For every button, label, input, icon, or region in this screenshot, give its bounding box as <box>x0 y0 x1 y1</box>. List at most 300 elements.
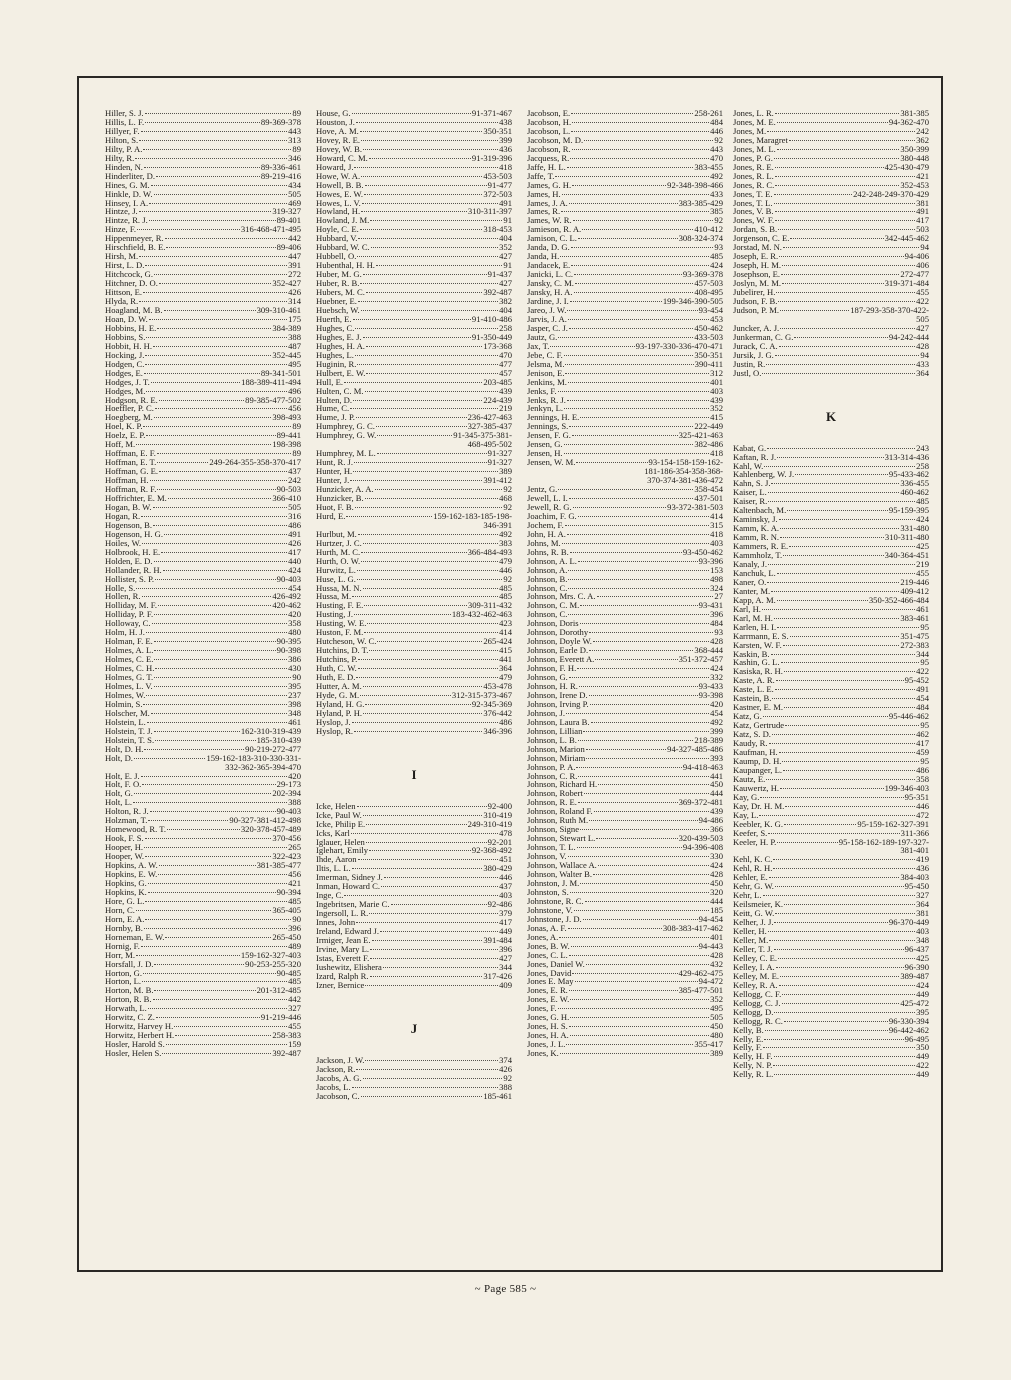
entry-name: Jarvis, J. A. <box>527 313 567 324</box>
entry-name: Kellogg, D. <box>733 1006 774 1017</box>
entry-pages: 162-310-319-439 <box>240 725 301 736</box>
leader-dots <box>775 220 915 221</box>
leader-dots <box>570 892 709 893</box>
entry-name: Kahn, S. J. <box>733 478 771 489</box>
leader-dots <box>363 337 471 338</box>
entry-pages: 472 <box>916 809 929 820</box>
entry-pages: 342-445-462 <box>884 233 929 244</box>
entry-pages: 315 <box>710 519 723 530</box>
entry-name: Kahl, W. <box>733 460 764 471</box>
entry-name: Holstein, L. <box>105 716 146 727</box>
leader-dots <box>574 274 682 275</box>
leader-dots <box>593 641 709 642</box>
entry-name: Keller, M. <box>733 935 769 946</box>
leader-dots <box>157 462 208 463</box>
entry-name: Hollander, R. H. <box>105 564 162 575</box>
entry-pages: 418 <box>710 448 723 459</box>
entry-pages: 491 <box>916 684 929 695</box>
entry-name: Johnson, Stewart L. <box>527 833 596 844</box>
leader-dots <box>783 247 919 248</box>
entry-pages: 389 <box>499 466 512 477</box>
index-entry <box>733 596 929 605</box>
entry-name: Johnson, Ruth M. <box>527 815 589 826</box>
entry-pages: 484 <box>710 618 723 629</box>
entry-pages: 437 <box>288 466 301 477</box>
entry-pages: 94-242-444 <box>888 331 929 342</box>
leader-dots <box>778 958 915 959</box>
leader-dots <box>352 1087 499 1088</box>
entry-pages: 313-314-436 <box>884 451 929 462</box>
leader-dots <box>789 140 915 141</box>
entry-pages: 96-442-462 <box>888 1024 929 1035</box>
leader-dots <box>780 528 899 529</box>
entry-pages: 382 <box>499 296 512 307</box>
leader-dots <box>174 1026 287 1027</box>
entry-pages: 350 <box>916 1042 929 1053</box>
entry-pages: 441 <box>499 654 512 665</box>
entry-pages: 480 <box>288 627 301 638</box>
entry-name: Jursik, J. G. <box>733 349 774 360</box>
entry-name: Jochem, F. <box>527 519 564 530</box>
leader-dots <box>153 507 288 508</box>
entry-pages: 352-445 <box>272 349 301 360</box>
leader-dots <box>564 453 710 454</box>
entry-pages: 381-385 <box>900 108 929 118</box>
leader-dots <box>583 731 709 732</box>
entry-pages: 159-162-183-185-198- <box>433 510 512 521</box>
entry-pages: 376-442 <box>483 707 512 718</box>
entry-name: Hutchins, D. T. <box>316 645 369 656</box>
entry-name: Jandacek, E. <box>527 260 571 271</box>
entry-pages: 443 <box>288 125 301 136</box>
entry-name: Hunter, J. <box>316 475 350 486</box>
entry-name: Hodges, J. T. <box>105 376 150 387</box>
leader-dots <box>574 910 709 911</box>
entry-name: Huston, F. M. <box>316 627 364 638</box>
entry-pages: 366-410 <box>272 492 301 503</box>
leader-dots <box>568 579 709 580</box>
entry-pages: 486 <box>916 764 929 775</box>
entry-name: Hurtzer, J. C. <box>316 537 362 548</box>
leader-dots <box>777 842 837 843</box>
leader-dots <box>784 824 856 825</box>
leader-dots <box>134 793 271 794</box>
leader-dots <box>154 561 288 562</box>
entry-name: Keitt, G. W. <box>733 908 775 919</box>
entry-pages: 327 <box>288 1003 301 1014</box>
entry-pages: 424 <box>710 260 723 271</box>
leader-dots <box>774 194 853 195</box>
entry-name: Kaner, O. <box>733 576 767 587</box>
entry-name: Huebner, E. <box>316 296 357 307</box>
entry-name: Kelher, J. J. <box>733 917 774 928</box>
leader-dots <box>357 570 498 571</box>
entry-pages: 409-412 <box>900 585 929 596</box>
entry-pages: 390-411 <box>694 358 723 369</box>
entry-pages: 398-493 <box>272 412 301 423</box>
leader-dots <box>776 292 915 293</box>
leader-dots <box>361 310 498 311</box>
entry-name: Johnson, P. A. <box>527 761 576 772</box>
leader-dots <box>369 158 471 159</box>
leader-dots <box>589 632 713 633</box>
entry-pages-continued: 370-374-381-436-472 <box>647 475 723 486</box>
entry-pages-continued: 332-362-365-394-470 <box>225 761 301 772</box>
entry-name: Jonas, A. F. <box>527 922 567 933</box>
leader-dots <box>580 829 709 830</box>
entry-name: Janda, H. <box>527 251 560 262</box>
entry-pages: 422 <box>916 666 929 677</box>
entry-pages: 462 <box>916 729 929 740</box>
leader-dots <box>159 865 256 866</box>
leader-dots <box>143 704 287 705</box>
leader-dots <box>769 743 916 744</box>
leader-dots <box>155 408 287 409</box>
entry-pages: 90-503 <box>276 484 301 495</box>
entry-pages: 185-461 <box>483 1090 512 1101</box>
leader-dots <box>769 940 915 941</box>
entry-name: Jones, R. C. <box>733 179 775 190</box>
leader-dots <box>367 623 498 624</box>
entry-pages: 403 <box>916 926 929 937</box>
leader-dots <box>358 659 498 660</box>
leader-dots <box>568 614 709 615</box>
leader-dots <box>164 534 287 535</box>
entry-name: Jones, P. G. <box>733 152 773 163</box>
entry-name: Johnson, C. R. <box>527 770 578 781</box>
leader-dots <box>774 949 904 950</box>
leader-dots <box>575 981 698 982</box>
leader-dots <box>562 194 709 195</box>
entry-name: Holden, E. D. <box>105 555 153 566</box>
entry-name: Icke, Philip E. <box>316 818 366 829</box>
leader-dots <box>777 457 883 458</box>
entry-name: Kamm, K. A. <box>733 523 780 534</box>
entry-name: Hobbins, H. E. <box>105 322 157 333</box>
entry-pages: 350-351 <box>483 125 512 136</box>
leader-dots <box>137 229 240 230</box>
leader-dots <box>780 328 915 329</box>
entry-pages: 449 <box>916 988 929 999</box>
leader-dots <box>151 713 287 714</box>
entry-pages: 89-441 <box>276 430 301 441</box>
entry-name: Kelly, F. <box>733 1042 763 1053</box>
entry-name: Joseph, H. M. <box>733 260 781 271</box>
entry-pages: 92-348-398-466 <box>667 179 723 190</box>
entry-pages: 392-487 <box>272 1048 301 1059</box>
entry-name: Jacobs, A. G. <box>316 1072 362 1083</box>
entry-pages: 417 <box>499 917 512 928</box>
entry-name: Jacobs, L. <box>316 1081 351 1092</box>
entry-pages: 418 <box>499 161 512 172</box>
leader-dots <box>765 1030 888 1031</box>
entry-name: Hintze, R. J. <box>105 215 148 226</box>
entry-pages: 350-399 <box>900 143 929 154</box>
entry-name: Keller, T. J. <box>733 943 773 954</box>
leader-dots <box>564 408 709 409</box>
leader-dots <box>152 623 288 624</box>
entry-pages: 430 <box>288 663 301 674</box>
entry-pages: 470 <box>499 349 512 360</box>
entry-pages: 95 <box>920 621 929 632</box>
entry-name: Humphrey, G. C. <box>316 421 375 432</box>
entry-name: Izard, Ralph R. <box>316 970 369 981</box>
leader-dots <box>568 856 710 857</box>
entry-pages: 410-412 <box>694 224 723 235</box>
entry-pages: 272-383 <box>900 639 929 650</box>
entry-pages: 358 <box>916 773 929 784</box>
entry-name: Johnson, Richard H. <box>527 779 598 790</box>
entry-pages: 459 <box>916 747 929 757</box>
entry-name: Jones, C. L. <box>527 949 568 960</box>
leader-dots <box>167 829 240 830</box>
leader-dots <box>375 489 503 490</box>
entry-name: Hobbins, S. <box>105 331 146 342</box>
leader-dots <box>145 901 287 902</box>
entry-name: Jones, R. L. <box>733 170 774 181</box>
leader-dots <box>358 668 498 669</box>
leader-dots <box>154 274 287 275</box>
leader-dots <box>781 662 920 663</box>
entry-pages: 479 <box>499 555 512 566</box>
leader-dots <box>772 698 915 699</box>
leader-dots <box>560 256 709 257</box>
section-letter-heading: K <box>825 408 837 424</box>
entry-pages: 95-452 <box>904 675 929 686</box>
entry-name: Kellogg, C. F. <box>733 988 782 999</box>
entry-name: Howes, E. W. <box>316 188 364 199</box>
leader-dots <box>568 570 709 571</box>
entry-name: Holliday, M. F. <box>105 600 157 611</box>
leader-dots <box>775 211 916 212</box>
index-entry <box>527 1049 723 1058</box>
entry-name: Johnson, Roland F. <box>527 806 593 817</box>
leader-dots <box>344 382 482 383</box>
entry-pages: 91-345-375-381- <box>453 430 512 441</box>
entry-name: James, W. R. <box>527 215 572 226</box>
entry-pages: 362 <box>916 134 929 145</box>
entry-pages: 384-389 <box>272 322 301 333</box>
leader-dots <box>143 149 291 150</box>
leader-dots <box>166 247 275 248</box>
leader-dots <box>570 1035 709 1036</box>
leader-dots <box>569 677 709 678</box>
entry-pages: 89-401 <box>276 215 301 226</box>
leader-dots <box>353 319 471 320</box>
entry-name: Johnson, Earle D. <box>527 645 589 656</box>
entry-pages: 449 <box>916 1069 929 1080</box>
entry-name: Jones, W. F. <box>733 215 775 226</box>
entry-pages: 92-201 <box>487 836 512 847</box>
leader-dots <box>559 937 709 938</box>
leader-dots <box>569 990 678 991</box>
entry-name: Ingebritsen, Marie C. <box>316 899 390 910</box>
entry-name: Huth, E. D. <box>316 672 356 683</box>
leader-dots <box>157 489 275 490</box>
leader-dots <box>573 507 667 508</box>
leader-dots <box>159 471 287 472</box>
entry-name: Hinsey, I. A. <box>105 197 149 208</box>
leader-dots <box>144 749 244 750</box>
entry-name: Johnson, Wallace A. <box>527 860 597 871</box>
entry-pages: 427 <box>499 952 512 963</box>
leader-dots <box>768 501 915 502</box>
leader-dots <box>572 185 666 186</box>
entry-name: Imerman, Sidney J. <box>316 872 383 883</box>
entry-name: Jansky, C. M. <box>527 278 574 289</box>
index-entry <box>316 981 512 990</box>
leader-dots <box>777 627 919 628</box>
entry-name: Jones, T. L. <box>733 197 773 208</box>
entry-name: Johnson, C. M. <box>527 600 580 611</box>
entry-name: Johnstone, J. D. <box>527 913 582 924</box>
entry-pages: 95-450 <box>904 881 929 892</box>
leader-dots <box>787 510 888 511</box>
entry-name: Johnson, C. <box>527 609 568 620</box>
leader-dots <box>363 274 487 275</box>
leader-dots <box>560 1053 709 1054</box>
leader-dots <box>794 337 888 338</box>
leader-dots <box>366 373 498 374</box>
leader-dots <box>571 247 714 248</box>
entry-pages: 425 <box>916 952 929 963</box>
leader-dots <box>155 579 276 580</box>
leader-dots <box>777 600 868 601</box>
entry-pages: 272 <box>288 269 301 280</box>
leader-dots <box>774 922 887 923</box>
leader-dots <box>598 865 709 866</box>
entry-pages: 95-159-395 <box>888 505 929 516</box>
entry-pages: 159-162-327-403 <box>240 949 301 960</box>
leader-dots <box>383 967 498 968</box>
leader-dots <box>567 534 709 535</box>
entry-pages: 258 <box>916 460 929 471</box>
leader-dots <box>586 964 709 965</box>
entry-pages: 94-472 <box>698 976 723 987</box>
entry-pages: 218-389 <box>694 734 723 745</box>
leader-dots <box>144 847 287 848</box>
leader-dots <box>779 256 904 257</box>
entry-name: Ihde, Aaron <box>316 854 357 865</box>
leader-dots <box>773 1065 915 1066</box>
leader-dots <box>350 480 482 481</box>
leader-dots <box>361 176 482 177</box>
entry-pages: 491 <box>499 197 512 208</box>
entry-pages: 89 <box>292 421 301 432</box>
leader-dots <box>358 238 498 239</box>
entry-name: Holliday, P. F. <box>105 609 154 620</box>
leader-dots <box>376 426 467 427</box>
leader-dots <box>158 874 287 875</box>
entry-pages: 352-427 <box>272 278 301 289</box>
entry-pages: 96-495 <box>904 1033 929 1044</box>
leader-dots <box>363 543 498 544</box>
entry-name: Jacquess, R. <box>527 152 570 163</box>
entry-pages: 415 <box>710 412 723 423</box>
leader-dots <box>353 400 482 401</box>
entry-pages: 444 <box>710 788 723 799</box>
leader-dots <box>782 1003 900 1004</box>
entry-pages: 92 <box>503 501 512 512</box>
leader-dots <box>366 842 487 843</box>
entry-pages: 89-336-461 <box>260 161 301 172</box>
entry-name: Johnson, Doris <box>527 618 579 629</box>
entry-pages: 201-312-485 <box>256 985 301 996</box>
entry-pages: 442 <box>288 233 301 244</box>
entry-name: Hyde, G. M. <box>316 689 360 700</box>
entry-name: Hocking, J. <box>105 349 145 360</box>
leader-dots <box>572 435 678 436</box>
leader-dots <box>360 229 483 230</box>
entry-pages: 433-503 <box>694 331 723 342</box>
entry-name: Justin, R. <box>733 358 766 369</box>
entry-name: Johnston, J. M. <box>527 877 580 888</box>
entry-name: Kay, G. <box>733 791 760 802</box>
entry-name: Hurwitz, L. <box>316 564 356 575</box>
entry-name: Hunzicker, A. A. <box>316 484 374 495</box>
entry-pages: 420-462 <box>272 600 301 611</box>
entry-name: Jansky, H. A. <box>527 287 573 298</box>
entry-pages: 95 <box>920 720 929 731</box>
entry-pages: 312 <box>710 367 723 378</box>
leader-dots <box>767 582 899 583</box>
entry-name: Kanter, M. <box>733 585 771 596</box>
entry-name: Hodgen, C. <box>105 358 145 369</box>
leader-dots <box>165 238 288 239</box>
entry-name: Jennings, H. E. <box>527 412 580 423</box>
leader-dots <box>776 967 904 968</box>
leader-dots <box>593 874 709 875</box>
entry-pages: 403 <box>499 890 512 901</box>
entry-pages: 417 <box>916 738 929 749</box>
leader-dots <box>568 319 709 320</box>
leader-dots <box>369 850 471 851</box>
leader-dots <box>157 328 271 329</box>
entry-name: Icke, Paul W. <box>316 809 362 820</box>
entry-name: Kanchuk, L. <box>733 567 776 578</box>
leader-dots <box>565 373 709 374</box>
entry-name: Hubbell, O. <box>316 251 357 262</box>
entry-name: Keefer, S. <box>733 827 768 838</box>
entry-pages: 486 <box>499 716 512 727</box>
entry-pages: 351-475 <box>900 630 929 641</box>
entry-pages: 352 <box>710 403 723 414</box>
leader-dots <box>355 355 498 356</box>
entry-pages: 96-437 <box>904 943 929 954</box>
entry-name: Jones, M. L. <box>733 143 776 154</box>
entry-pages: 242-248-249-370-429 <box>853 188 929 199</box>
entry-name: Junkerman, C. G. <box>733 331 794 342</box>
entry-name: Holbrook, H. E. <box>105 546 161 557</box>
entry-pages-continued: 505 <box>916 313 929 324</box>
entry-pages: 92-486 <box>487 899 512 910</box>
index-column-4 <box>733 109 929 1079</box>
index-entry <box>105 1049 301 1058</box>
entry-name: Hirschfield, B. E. <box>105 242 166 253</box>
entry-pages: 391 <box>288 260 301 271</box>
entry-name: Hutcheson, W. C. <box>316 636 377 647</box>
leader-dots <box>364 605 467 606</box>
entry-pages: 403 <box>710 537 723 548</box>
entry-pages: 433 <box>710 188 723 199</box>
entry-name: Jones, K. <box>527 1048 559 1059</box>
leader-dots <box>144 373 260 374</box>
entry-pages: 350-352-466-484 <box>868 594 929 605</box>
entry-pages: 449 <box>499 926 512 937</box>
entry-name: Holstein, T. S. <box>105 734 155 745</box>
entry-name: Kapp, A. M. <box>733 594 776 605</box>
leader-dots <box>584 140 713 141</box>
